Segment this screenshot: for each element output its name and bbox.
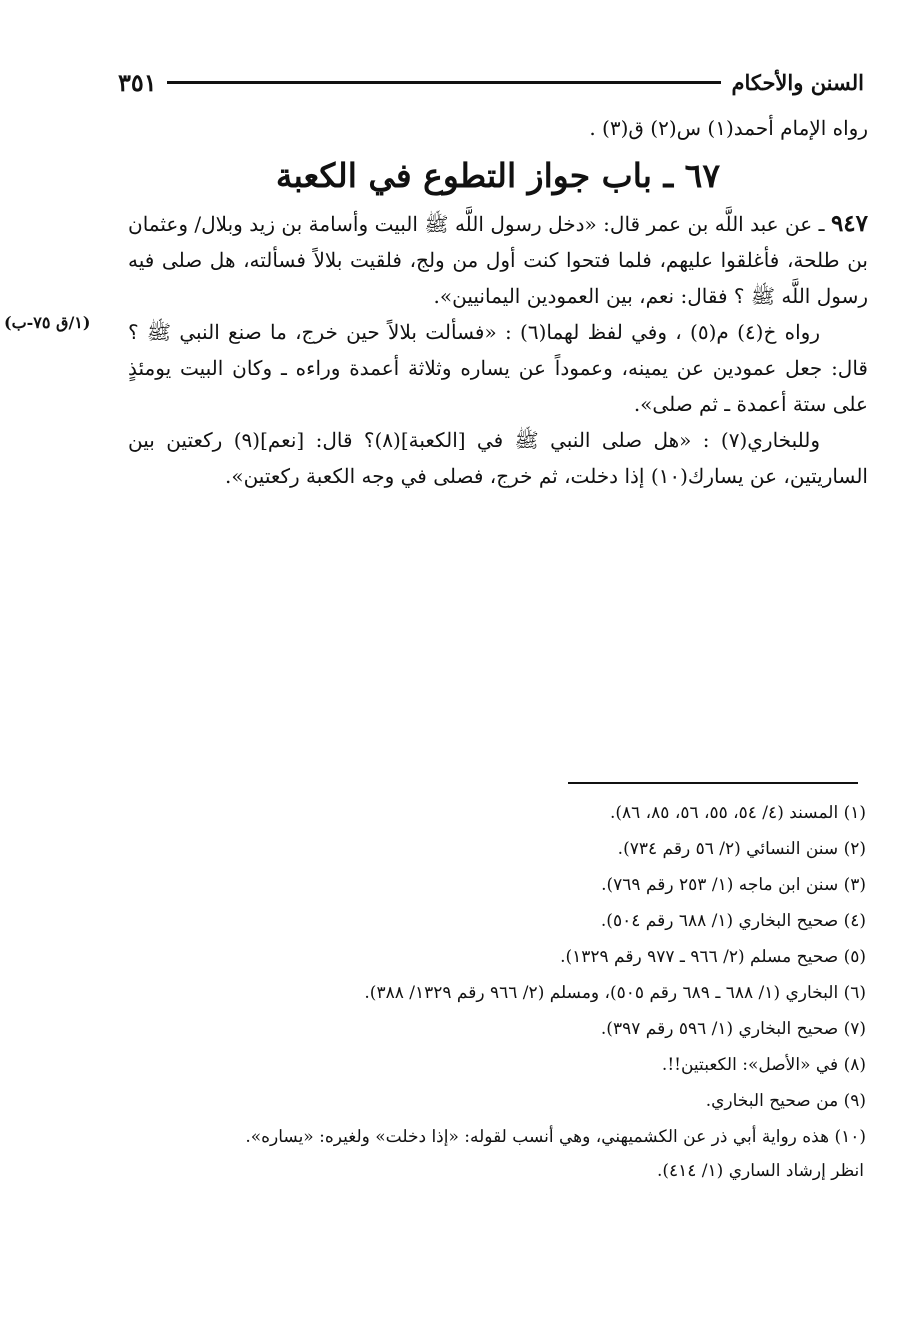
intro-line: رواه الإمام أحمد(١) س(٢) ق(٣) . xyxy=(589,116,868,140)
footnote-10: (١٠) هذه رواية أبي ذر عن الكشميهني، وهي أنسب لقوله: «إذا دخلت» ولغيره: «يساره». xyxy=(245,1127,866,1147)
narration-paragraph-2: وللبخاري(٧) : «هل صلى النبي ﷺ في [الكعبة](٨)؟ قال: [نعم](٩) ركعتين بين الساريتين، عن يسارك(١٠) إذا دخلت، ثم خرج، فصلى في وجه الكعبة ركعتين». xyxy=(128,428,868,488)
footnote-6: (٦) البخاري (١/ ٦٨٨ ـ ٦٨٩ رقم ٥٠٥)، ومسلم (٢/ ٩٦٦ رقم ١٣٢٩/ ٣٨٨). xyxy=(364,983,866,1003)
footnote-separator xyxy=(568,782,858,784)
page-number: ٣٥١ xyxy=(118,67,157,97)
footnote-1: (١) المسند (٤/ ٥٤، ٥٥، ٥٦، ٨٥، ٨٦). xyxy=(609,803,866,823)
footnote-8: (٨) في «الأصل»: الكعبتين!!. xyxy=(661,1055,866,1075)
footnote-2: (٢) سنن النسائي (٢/ ٥٦ رقم ٧٣٤). xyxy=(617,839,866,859)
footnote-3: (٣) سنن ابن ماجه (١/ ٢٥٣ رقم ٧٦٩). xyxy=(601,875,866,895)
footnote-10-continuation: انظر إرشاد الساري (١/ ٤١٤). xyxy=(656,1161,864,1181)
running-header xyxy=(118,62,864,102)
manuscript-margin-reference: (١/ق ٧٥-ب) xyxy=(4,313,91,332)
footnote-9: (٩) من صحيح البخاري. xyxy=(705,1091,866,1111)
narration-paragraph-1: رواه خ(٤) م(٥) ، وفي لفظ لهما(٦) : «فسألت بلالاً حين خرج، ما صنع النبي ﷺ ؟ قال: جعل عمودين عن يمينه، وعموداً عن يساره وثلاثة أعمدة وراءه ـ وكان البيت يومئذٍ على ستة أعمدة ـ ثم صلى». xyxy=(128,320,868,416)
header-rule xyxy=(167,81,722,84)
hadith-paragraph xyxy=(128,206,868,314)
hadith-number: ٩٤٧ xyxy=(830,210,868,237)
footnote-5: (٥) صحيح مسلم (٢/ ٩٦٦ ـ ٩٧٧ رقم ١٣٢٩). xyxy=(560,947,866,967)
book-title: السنن والأحكام xyxy=(731,69,864,95)
footnotes xyxy=(118,795,866,1187)
footnote-4: (٤) صحيح البخاري (١/ ٦٨٨ رقم ٥٠٤). xyxy=(600,911,866,931)
main-text xyxy=(128,110,868,494)
hadith-text: ـ عن عبد اللَّه بن عمر قال: «دخل رسول اللَّه ﷺ البيت وأسامة بن زيد وبلال/ وعثمان بن طلحة، فأغلقوا عليهم، فلما فتحوا كنت أول من ولج، فلقيت بلالاً فسألته، هل صلى فيه رسول اللَّه ﷺ ؟ فقال: نعم، بين العمودين اليمانيين». xyxy=(128,212,868,308)
footnote-7: (٧) صحيح البخاري (١/ ٥٩٦ رقم ٣٩٧). xyxy=(600,1019,866,1039)
chapter-title: ٦٧ ـ باب جواز التطوع في الكعبة xyxy=(275,156,721,195)
